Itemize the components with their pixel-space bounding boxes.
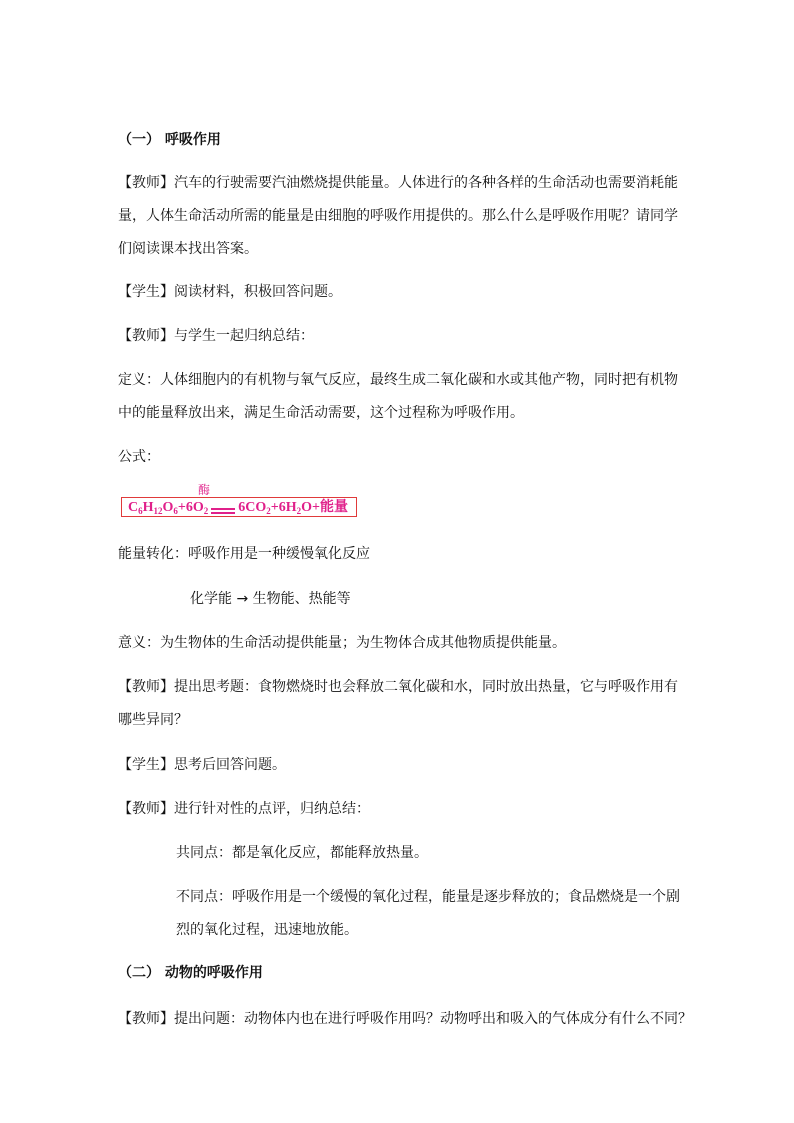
reaction-equals-sign [211, 497, 235, 519]
section-heading-animal-respiration: （二） 动物的呼吸作用 [118, 965, 263, 981]
definition-line: 中的能量释放出来，满足生命活动需要，这个过程称为呼吸作用。 [118, 405, 524, 421]
student-paragraph: 【学生】阅读材料，积极回答问题。 [118, 284, 342, 300]
section-heading-respiration: （一） 呼吸作用 [118, 132, 221, 148]
difference-line: 烈的氧化过程，迅速地放能。 [176, 922, 358, 938]
formula-catalyst: 酶 [198, 483, 211, 497]
definition-line: 定义：人体细胞内的有机物与氧气反应，最终生成二氧化碳和水或其他产物，同时把有机物 [118, 372, 678, 388]
paragraph-line: 【教师】汽车的行驶需要汽油燃烧提供能量。人体进行的各种各样的生命活动也需要消耗能 [118, 175, 678, 191]
paragraph-line: 们阅读课本找出答案。 [118, 241, 258, 257]
difference-line: 不同点：呼吸作用是一个缓慢的氧化过程，能量是逐步释放的；食品燃烧是一个剧 [176, 889, 680, 905]
similarity-line: 共同点：都是氧化反应，都能释放热量。 [176, 845, 428, 861]
question-line: 【教师】提出思考题：食物燃烧时也会释放二氧化碳和水，同时放出热量，它与呼吸作用有 [118, 679, 678, 695]
question-line: 哪些异同？ [118, 712, 188, 728]
student-paragraph: 【学生】思考后回答问题。 [118, 757, 286, 773]
energy-conversion-detail: 化学能 → 生物能、热能等 [190, 591, 351, 607]
paragraph-line: 量，人体生命活动所需的能量是由细胞的呼吸作用提供的。那么什么是呼吸作用呢？请同学 [118, 208, 678, 224]
teacher-paragraph: 【教师】与学生一起归纳总结： [118, 328, 314, 344]
significance-line: 意义：为生物体的生命活动提供能量；为生物体合成其他物质提供能量。 [118, 635, 566, 651]
teacher-paragraph: 【教师】提出问题：动物体内也在进行呼吸作用吗？动物呼出和吸入的气体成分有什么不同？ [118, 1011, 692, 1027]
teacher-paragraph: 【教师】进行针对性的点评，归纳总结： [118, 801, 370, 817]
formula-label: 公式： [118, 449, 160, 465]
energy-conversion-line: 能量转化：呼吸作用是一种缓慢氧化反应 [118, 546, 370, 562]
respiration-formula: $C_6H_{12}O_6+6O_2$ $6CO_2+6H_2O+$能量 [128, 497, 348, 519]
